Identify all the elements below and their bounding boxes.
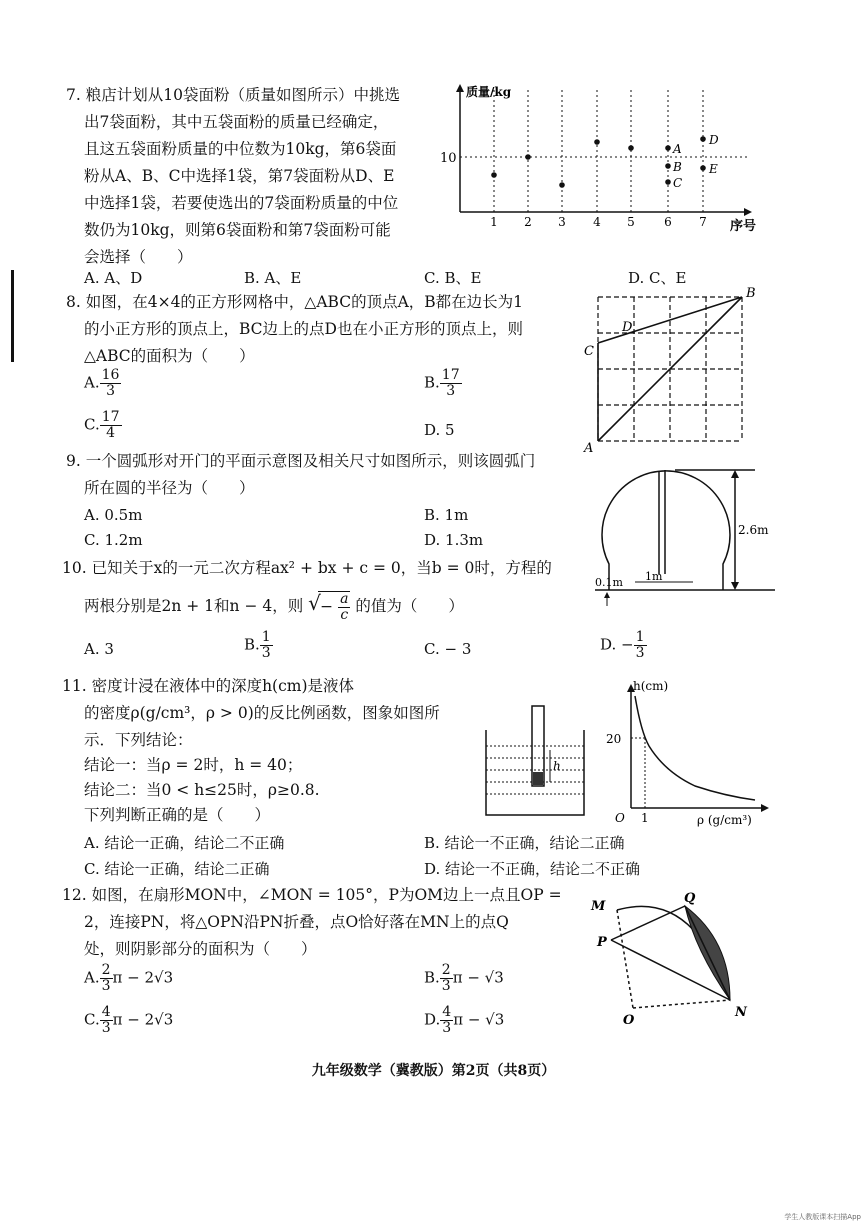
q7-line: 会选择（ ） [84,248,193,266]
figure-7-dot-plot [430,80,775,240]
q8-line: △ABC的面积为（ ） [84,347,255,365]
q11-line: 11. 密度计浸在液体中的深度h(cm)是液体 [62,677,355,695]
fig7-xtick: 2 [524,215,532,229]
fig8-label-a: A [584,441,594,455]
fig8-label-d: D [622,320,633,335]
q11-line: 结论二：当0 < h≤25时，ρ≥0.8. [84,781,320,799]
q7-line: 中选择1袋，若要使选出的7袋面粉质量的中位 [84,194,399,212]
fig7-label-b: B [673,160,682,174]
q11-option-a[interactable]: A. 结论一正确，结论二不正确 [84,834,285,852]
fig11-origin: O [615,811,625,825]
fig7-point-1 [491,172,497,178]
q7-option-a[interactable]: A. A、D [84,269,143,287]
fig7-point-a [665,145,671,151]
fig11-xlabel: ρ (g/cm³) [697,813,752,827]
q7-line: 且这五袋面粉质量的中位数为10kg，第6袋面 [84,140,397,158]
figure-11-hydrometer [480,700,590,820]
fig11-ylabel: h(cm) [633,679,669,693]
fig11-x1: 1 [641,811,649,825]
fig8-label-c: C [584,344,594,359]
figure-9-arc-door [585,462,775,612]
q7-line: 粉从A、B、C中选择1袋，第7袋面粉从D、E [84,167,395,185]
q10-option-b[interactable]: B. $\frac{1}{3}$ [244,629,271,661]
fig7-label-d: D [709,133,719,147]
q11-line: 的密度ρ(g/cm³，ρ > 0)的反比例函数，图象如图所 [84,704,440,722]
fig7-ylabel: 质量/kg [466,85,512,99]
page-footer: 九年级数学（冀教版）第2页（共8页） [311,1063,556,1079]
fig12-label-q: Q [684,891,696,906]
q7-line: 7. 粮店计划从10袋面粉（质量如图所示）中挑选 [66,86,400,104]
q11-option-d[interactable]: D. 结论一不正确，结论二不正确 [424,860,641,878]
q12-option-b[interactable]: B. $\frac{2}{3}$ π − √3 [424,962,504,994]
q8-option-c[interactable]: C. $\frac{17}{4}$ [84,409,120,441]
q8-line: 的小正方形的顶点上，BC边上的点D也在小正方形的顶点上，则 [84,320,523,338]
q11-option-c[interactable]: C. 结论一正确，结论二正确 [84,860,270,878]
fig7-xlabel: 序号 [730,219,757,234]
q9-option-a[interactable]: A. 0.5m [84,506,143,524]
q7-option-d[interactable]: D. C、E [628,269,687,287]
fig12-label-m: M [591,899,606,914]
fig7-xtick: 6 [664,215,672,229]
fig7-xtick: 5 [627,215,635,229]
q9-option-c[interactable]: C. 1.2m [84,531,143,549]
figure-12-sector [585,890,760,1030]
q8-option-a[interactable]: A. $\frac{16}{3}$ [84,367,120,399]
fig7-y10: 10 [440,151,457,166]
q11-line: 示．下列结论： [84,731,193,749]
corner-note: 学生人教版课本扫描App [784,1213,861,1221]
fig11-y20: 20 [606,732,622,746]
q9-option-b[interactable]: B. 1m [424,506,469,524]
q10-line2: 两根分别是2n + 1和n − 4，则 √ − $\frac{a}{c}$ 的值为（ ） [84,591,464,623]
q12-line: 2，连接PN，将△OPN沿PN折叠，点O恰好落在MN上的点Q [84,913,509,931]
fig9-gap: 0.1m [595,576,623,589]
q12-line: 处，则阴影部分的面积为（ ） [84,940,317,958]
figure-11-graph [605,672,775,832]
q7-option-c[interactable]: C. B、E [424,269,482,287]
fig9-height: 2.6m [738,523,769,537]
q7-option-b[interactable]: B. A、E [244,269,302,287]
q7-line: 数仍为10kg，则第6袋面粉和第7袋面粉可能 [84,221,391,239]
fig7-label-c: C [673,176,683,190]
q10-option-a[interactable]: A. 3 [84,640,114,658]
q10-option-c[interactable]: C. − 3 [424,640,472,658]
q9-line: 所在圆的半径为（ ） [84,479,255,497]
svg-text:h: h [553,759,561,773]
fig7-xtick: 4 [593,215,601,229]
fig9-width: 1m [645,570,663,583]
fig7-point-c [665,179,671,185]
margin-mark [11,270,14,362]
fig12-label-p: P [597,935,607,950]
q11-option-b[interactable]: B. 结论一不正确，结论二正确 [424,834,625,852]
fig7-label-a: A [673,142,682,156]
fig12-label-n: N [735,1005,747,1020]
fig7-point-d [700,136,706,142]
fig7-point-4 [594,139,600,145]
q8-line: 8. 如图，在4×4的正方形网格中，△ABC的顶点A，B都在边长为1 [66,293,524,311]
q11-line: 结论一：当ρ = 2时，h = 40； [84,756,303,774]
fig7-point-5 [628,145,634,151]
q8-option-d[interactable]: D. 5 [424,421,455,439]
q12-line: 12. 如图，在扇形MON中，∠MON = 105°，P为OM边上一点且OP = [62,886,562,904]
q12-option-c[interactable]: C. $\frac{4}{3}$ π − 2√3 [84,1004,174,1036]
fig7-point-e [700,165,706,171]
fig7-label-e: E [709,162,718,176]
fig7-point-b [665,163,671,169]
q10-line: 10. 已知关于x的一元二次方程ax² + bx + c = 0，当b = 0时，方程的 [62,559,552,577]
q10-option-d[interactable]: D. − $\frac{1}{3}$ [600,629,645,661]
q9-option-d[interactable]: D. 1.3m [424,531,484,549]
fig7-xtick: 7 [699,215,707,229]
figure-8-grid [580,285,765,455]
fig12-label-o: O [623,1013,635,1028]
fig7-xtick: 1 [490,215,498,229]
fig8-label-b: B [746,286,756,301]
q12-option-d[interactable]: D. $\frac{4}{3}$ π − √3 [424,1004,505,1036]
q7-line: 出7袋面粉，其中五袋面粉的质量已经确定， [84,113,389,131]
q9-line: 9. 一个圆弧形对开门的平面示意图及相关尺寸如图所示，则该圆弧门 [66,452,536,470]
fig7-point-3 [559,182,565,188]
fig7-xtick: 3 [558,215,566,229]
fig7-point-2 [525,154,531,160]
q8-option-b[interactable]: B. $\frac{17}{3}$ [424,367,460,399]
q12-option-a[interactable]: A. $\frac{2}{3}$ π − 2√3 [84,962,174,994]
q11-line: 下列判断正确的是（ ） [84,806,271,824]
